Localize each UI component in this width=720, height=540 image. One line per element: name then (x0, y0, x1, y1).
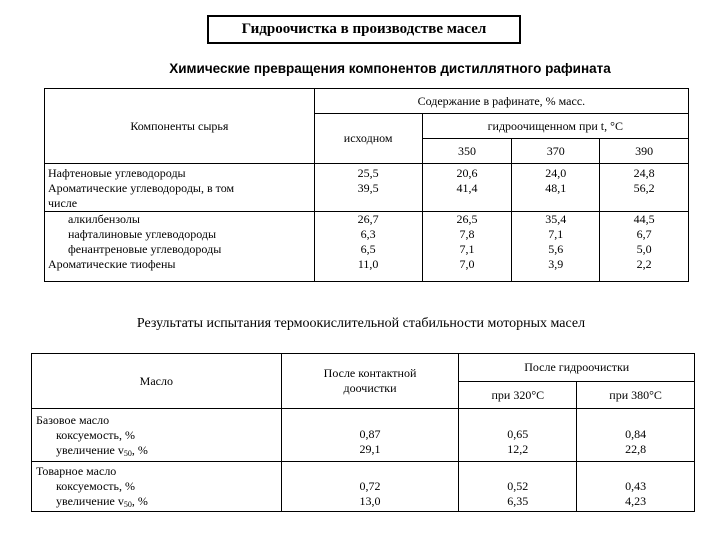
t370-group-a (512, 164, 600, 212)
value: 0,84 (625, 427, 647, 441)
header-components: Компоненты сырья (45, 89, 315, 164)
label-naphthenic: Нафтеновые углеводороды (48, 166, 186, 180)
commercial-oil-title: Товарное масло (36, 464, 117, 478)
t350-group-b (422, 212, 512, 282)
components-group-a (45, 164, 315, 212)
base-t320-values (459, 409, 577, 462)
value: 41,4 (456, 181, 478, 195)
header-contact-line: После контактной (323, 366, 417, 380)
value: 13,0 (359, 493, 381, 508)
header-contact-line: доочистки (343, 381, 397, 395)
label-alkylbenzenes: алкилбензолы (68, 212, 140, 226)
value: 35,4 (545, 212, 567, 226)
t370-group-b (512, 212, 600, 282)
commercial-contact-values (281, 462, 459, 512)
header-temp-370: 370 (512, 139, 600, 164)
header-t320: при 320°С (459, 382, 577, 409)
value: 20,6 (456, 166, 478, 180)
page-title: Гидроочистка в производстве масел (207, 15, 521, 44)
value: 6,35 (507, 493, 529, 508)
base-t380-values (577, 409, 695, 462)
conversion-table (44, 88, 689, 282)
header-content: Содержание в рафинате, % масс. (314, 89, 688, 114)
value: 11,0 (357, 257, 379, 271)
section1-heading: Химические превращения компонентов дистиллятного рафината (169, 61, 611, 76)
header-hydro: После гидроочистки (459, 354, 695, 382)
value: 25,5 (357, 166, 379, 180)
value: 6,7 (636, 227, 652, 241)
value: 4,23 (625, 493, 647, 508)
value: 22,8 (625, 442, 647, 456)
value: 5,6 (548, 242, 564, 256)
value: 7,1 (459, 242, 475, 256)
value: 6,3 (360, 227, 376, 241)
value: 0,52 (507, 478, 529, 493)
header-hydrotreated: гидроочищенном при t, °С (422, 114, 688, 139)
value: 7,0 (459, 257, 475, 271)
header-t380: при 380°С (577, 382, 695, 409)
label-thiophenes: Ароматические тиофены (48, 257, 176, 271)
value: 44,5 (633, 212, 655, 226)
initial-group-b (314, 212, 422, 282)
value: 29,1 (359, 442, 381, 456)
header-initial: исходном (314, 114, 422, 164)
value: 0,87 (359, 427, 381, 441)
base-coke-label: коксуемость, % (56, 427, 136, 442)
initial-group-a (314, 164, 422, 212)
value: 7,1 (548, 227, 564, 241)
incr-sub: 50 (123, 448, 132, 458)
base-oil-title: Базовое масло (36, 412, 110, 427)
commercial-incr-label (36, 494, 281, 509)
value: 56,2 (633, 181, 655, 195)
value: 0,65 (507, 427, 529, 441)
incr-tail: , % (131, 494, 148, 508)
t390-group-a (600, 164, 689, 212)
header-contact (281, 354, 459, 409)
components-group-b (45, 212, 315, 282)
commercial-t320-values (459, 462, 577, 512)
value: 12,2 (507, 442, 529, 456)
header-temp-350: 350 (422, 139, 512, 164)
base-oil-labels (32, 409, 282, 462)
value: 6,5 (360, 242, 376, 256)
header-temp-390: 390 (600, 139, 689, 164)
value: 39,5 (357, 181, 379, 195)
label-aromatic: Ароматические углеводороды, в том (48, 181, 235, 195)
value: 24,8 (633, 166, 655, 180)
value: 26,5 (456, 212, 478, 226)
value: 7,8 (459, 227, 475, 241)
value: 3,9 (548, 257, 564, 271)
value: 5,0 (636, 242, 652, 256)
label-naphthalene: нафталиновые углеводороды (68, 227, 217, 241)
commercial-coke-label: коксуемость, % (56, 479, 136, 493)
t350-group-a (422, 164, 512, 212)
section2-heading: Результаты испытания термоокислительной стабильности моторных масел (136, 316, 586, 331)
incr-text: увеличение v (56, 442, 124, 457)
label-including: числе (48, 196, 78, 210)
value: 0,72 (359, 478, 381, 493)
incr-sub: 50 (123, 500, 132, 509)
header-oil: Масло (32, 354, 282, 409)
incr-text: увеличение v (56, 494, 124, 508)
commercial-oil-labels (32, 462, 282, 512)
base-incr-label (36, 443, 281, 458)
label-phenanthrene: фенантреновые углеводороды (68, 242, 222, 256)
commercial-t380-values (577, 462, 695, 512)
value: 26,7 (357, 212, 379, 226)
value: 2,2 (636, 257, 652, 271)
value: 0,43 (625, 478, 647, 493)
stability-table (31, 353, 695, 512)
value: 24,0 (545, 166, 567, 180)
incr-tail: , % (131, 442, 148, 457)
value: 48,1 (545, 181, 567, 195)
t390-group-b (600, 212, 689, 282)
base-contact-values (281, 409, 459, 462)
